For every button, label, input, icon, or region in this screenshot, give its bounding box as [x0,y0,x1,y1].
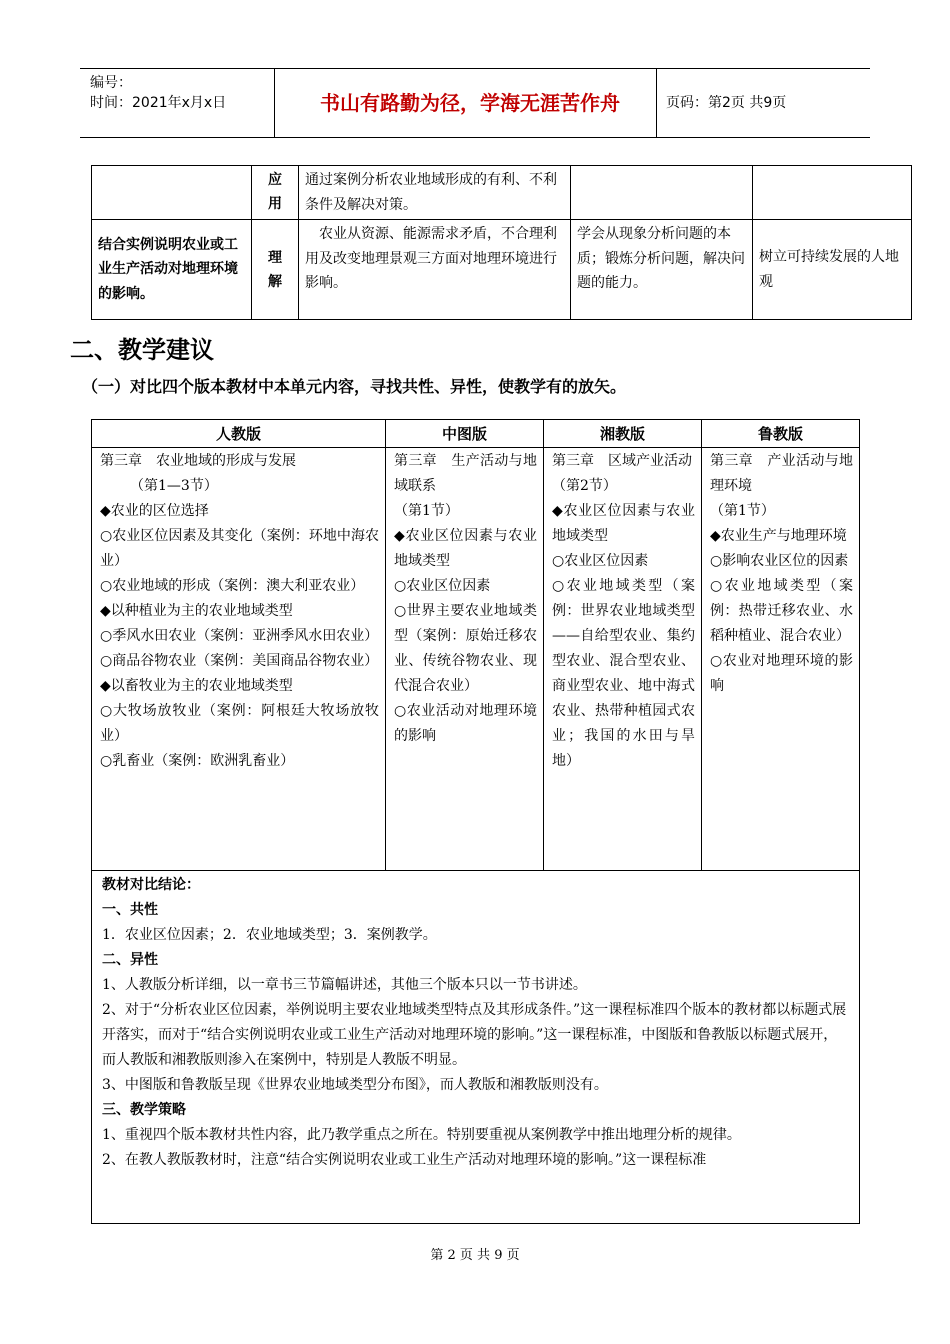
list-item: ○乳畜业（案例：欧洲乳畜业） [100,753,295,769]
list-item: ◆农业区位因素与农业地域类型 [552,503,695,544]
method-cell: 学会从现象分析问题的本质；锻炼分析问题，解决问题的能力。 [571,220,753,320]
common-text: 1．农业区位因素；2．农业地域类型；3．案例教学。 [102,927,437,943]
list-item: 第三章 生产活动与地域联系 [394,453,537,494]
level-label: 理解 [268,249,282,290]
standard-cell [92,166,252,220]
list-item: ◆农业生产与地理环境 [710,528,847,544]
table-row [92,448,860,871]
list-item: ○季风水田农业（案例：亚洲季风水田农业） [100,628,379,644]
table-header-row [92,420,860,448]
content-cell: 农业从资源、能源需求矛盾，不合理利用及改变地理景观三方面对地理环境进行影响。 [299,220,571,320]
table-row [92,871,860,1224]
content-cell: 通过案例分析农业地域形成的有利、不利条件及解决对策。 [299,166,571,220]
list-item: 3、中图版和鲁教版呈现《世界农业地域类型分布图》，而人教版和湘教版则没有。 [102,1077,608,1093]
list-item: ○农业区位因素及其变化（案例：环地中海农业） [100,528,379,569]
list-item: ○大牧场放牧业（案例：阿根廷大牧场放牧业） [100,703,379,744]
standard-cell: 结合实例说明农业或工业生产活动对地理环境的影响。 [92,220,252,320]
list-item: ○农业对地理环境的影响 [710,653,853,694]
page-footer: 第 2 页 共 9 页 [430,1248,520,1263]
list-item: 第三章 农业地域的形成与发展 [100,453,296,469]
list-item: ○商品谷物农业（案例：美国商品谷物农业） [100,653,379,669]
header-meta [90,73,226,113]
diff-title: 二、异性 [102,952,158,968]
conclusion-cell [92,871,860,1224]
list-item: ○农业地域类型（案例：世界农业地域类型——自给型农业、集约型农业、混合型农业、商业型农业、地中海式农业、热带种植园式农业；我国的水田与旱地） [552,578,695,769]
level-cell [252,220,299,320]
column-header-lujiao: 鲁教版 [702,420,860,448]
header-number: 编号： [90,75,132,91]
conclusion-title: 教材对比结论： [102,877,200,893]
list-item: ◆以种植业为主的农业地域类型 [100,603,293,619]
column-xiangjiao [544,448,702,871]
level-cell [252,166,299,220]
list-item: ○农业地域的形成（案例：澳大利亚农业） [100,578,365,594]
table-row [92,220,912,320]
list-item: 2、对于“分析农业区位因素，举例说明主要农业地域类型特点及其形成条件。”这一课程标准四个版本的教材都以标题式展开落实，而对于“结合实例说明农业或工业生产活动对地理环境的影响。”这一课程标准，中图版和鲁教版以标题式展开，而人教版和湘教版则渗入在案例中，特别是人教版不明显。 [102,1002,847,1068]
common-title: 一、共性 [102,902,158,918]
list-item: 1、人教版分析详细，以一章书三节篇幅讲述，其他三个版本只以一节书讲述。 [102,977,587,993]
list-item: （第1—3节） [130,478,218,494]
list-item: ◆以畜牧业为主的农业地域类型 [100,678,293,694]
list-item: 2、在教人教版教材时，注意“结合实例说明农业或工业生产活动对地理环境的影响。”这一课程标准 [102,1152,707,1168]
column-zhongtu [386,448,544,871]
section-title: 二、教学建议 [70,336,214,364]
list-item: 第三章 区域产业活动 [552,453,692,469]
value-cell [753,166,912,220]
list-item: ◆农业区位因素与农业地域类型 [394,528,537,569]
list-item: ○农业区位因素 [394,578,491,594]
strategy-title: 三、教学策略 [102,1102,186,1118]
objectives-table [91,165,912,320]
column-header-renjiao: 人教版 [92,420,386,448]
level-label: 应用 [268,172,282,212]
list-item: ○农业活动对地理环境的影响 [394,703,537,744]
list-item: ○农业区位因素 [552,553,649,569]
list-item: 1、重视四个版本教材共性内容，此乃教学重点之所在。特别要重视从案例教学中推出地理分析的规律。 [102,1127,741,1143]
list-item: （第1节） [394,503,459,519]
column-header-xiangjiao: 湘教版 [544,420,702,448]
page-header [80,68,870,138]
list-item: ○影响农业区位的因素 [710,553,849,569]
list-item: 第三章 产业活动与地理环境 [710,453,853,494]
list-item: ○农业地域类型（案例：热带迁移农业、水稻种植业、混合农业） [710,578,853,644]
value-cell: 树立可持续发展的人地观 [753,220,912,320]
header-motto: 书山有路勤为径，学海无涯苦作舟 [320,91,620,115]
column-renjiao [92,448,386,871]
header-divider [274,69,275,137]
list-item: （第2节） [552,478,617,494]
header-divider [656,69,657,137]
list-item: ○世界主要农业地域类型（案例：原始迁移农业、传统谷物农业、现代混合农业） [394,603,537,694]
list-item: ◆农业的区位选择 [100,503,209,519]
list-item: （第1节） [710,503,775,519]
header-time: 时间：2021年x月x日 [90,95,227,111]
table-row [92,166,912,220]
comparison-table [91,419,860,1224]
header-page-info: 页码：第2页 共9页 [666,95,787,111]
subsection-title: （一）对比四个版本教材中本单元内容，寻找共性、异性，使教学有的放矢。 [82,377,627,396]
column-header-zhongtu: 中图版 [386,420,544,448]
column-lujiao [702,448,860,871]
method-cell [571,166,753,220]
